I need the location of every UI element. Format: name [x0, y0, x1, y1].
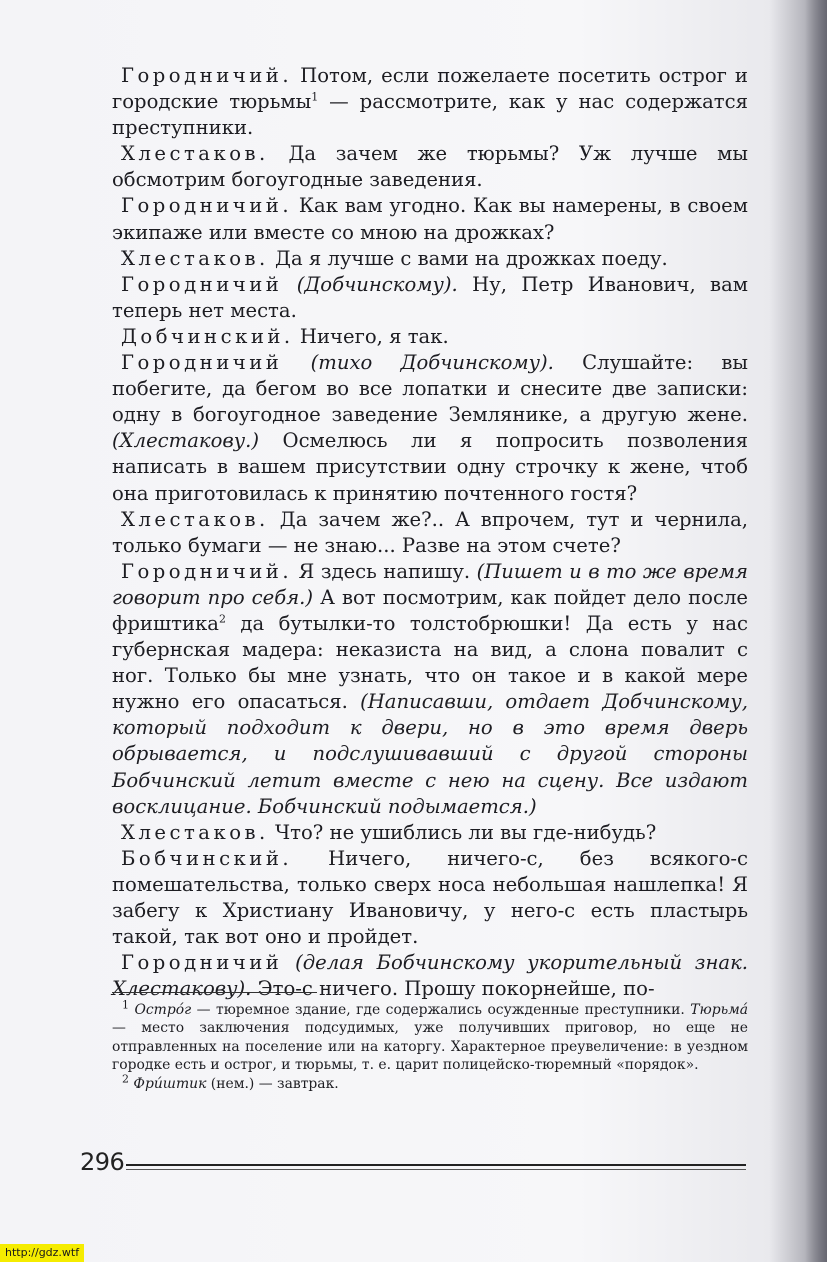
- line-text: Ну, Петр Иванович, вам теперь нет места.: [112, 272, 748, 322]
- line-text: Это-с ничего. Прошу покорнейше, по-: [251, 977, 655, 1001]
- dialogue-line: [112, 272, 748, 324]
- line-text: Потом, если пожелаете посетить острог и городские тюрьмы: [112, 64, 748, 114]
- dialogue-line: [112, 141, 748, 193]
- line-text: Ничего, я так.: [293, 324, 449, 348]
- dialogue-line: [112, 507, 748, 559]
- dialogue-line: [112, 820, 748, 846]
- line-text: Да зачем же тюрьмы? Уж лучше мы обсмотрим богоугодные заведения.: [112, 142, 748, 192]
- footnote-term: Острóг: [134, 1002, 192, 1018]
- speaker-name: Городничий.: [121, 559, 293, 583]
- watermark-link[interactable]: http://gdz.wtf: [0, 1244, 84, 1262]
- footnote: [112, 1072, 748, 1093]
- stage-direction: (Пишет и в то же время говорит про себя.): [112, 559, 748, 609]
- dialogue-line: [112, 63, 748, 141]
- dialogue-line: [112, 559, 748, 820]
- dialogue-line: [112, 246, 748, 272]
- footer-rule-thin: [126, 1169, 746, 1170]
- footer-rule: [126, 1164, 746, 1166]
- stage-direction: (Добчинскому).: [282, 272, 458, 296]
- line-text: Ничего, ничего-с, без всякого-с помешательства, только сверх носа небольшая нашлепка! Я забегу к Христиану Ивановичу, у него-с есть пластырь такой, так вот оно и пройдет.: [112, 846, 748, 949]
- speaker-name: Хлестаков.: [121, 820, 269, 844]
- dialogue-line: [112, 950, 748, 1002]
- line-text: да бутылки-то толстобрюшки! Да есть у нас губернская мадера: неказиста на вид, а слона повалит с ног. Только бы мне узнать, что он такое и в какой мере нужно его опасаться.: [112, 611, 748, 714]
- dialogue-line: [112, 324, 748, 350]
- speaker-name: Хлестаков.: [121, 507, 269, 531]
- speaker-name: Хлестаков.: [121, 142, 269, 166]
- book-spine-shadow: [805, 0, 827, 1262]
- speaker-name: Городничий.: [121, 64, 293, 87]
- line-text: Как вам угодно. Как вы намерены, в своем экипаже или вместе со мною на дрожках?: [112, 194, 748, 244]
- dialogue-line: [112, 193, 748, 245]
- line-text: Осмелюсь ли я попросить позволения написать в вашем присутствии одну строчку к жене, чтоб она приготовилась к принятию почтенного гостя?: [112, 429, 748, 505]
- footnote-ref[interactable]: 2: [218, 612, 226, 626]
- stage-direction: (делая Бобчинскому укорительный знак. Хлестакову).: [112, 951, 748, 1001]
- line-text: А вот посмотрим, как пойдет дело после фриштика: [112, 585, 748, 635]
- line-text: Да зачем же?.. А впрочем, тут и чернила, только бумаги — не знаю... Разве на этом счете?: [112, 507, 748, 557]
- line-text: Я здесь напишу.: [292, 559, 477, 583]
- line-text: Что? не ушиблись ли вы где-нибудь?: [268, 820, 657, 844]
- footnotes: [112, 998, 748, 1093]
- speaker-name: Добчинский.: [121, 324, 294, 348]
- speaker-name: Городничий.: [121, 194, 293, 218]
- footnote-mark: 1: [122, 998, 129, 1012]
- stage-direction: (тихо Добчинскому).: [282, 351, 554, 375]
- footnote-text: — тюремное здание, где содержались осужденные преступники.: [191, 1002, 691, 1018]
- speaker-name: Городничий: [121, 951, 283, 975]
- speaker-name: Городничий: [121, 351, 283, 375]
- dialogue-line: [112, 846, 748, 950]
- footnote-text: — место заключения подсудимых, уже получивших приговор, но еще не отправленных на поселение или на каторгу. Характерное преувеличение: в уездном городке есть и острог, и тюрьмы, т. е. царит полицейско-тюремный «порядок».: [112, 1020, 748, 1074]
- footnote-ref[interactable]: 1: [311, 90, 319, 104]
- speaker-name: Городничий: [121, 272, 283, 296]
- line-text: Да я лучше с вами на дрожках поеду.: [268, 246, 668, 270]
- line-text: Слушайте: вы побегите, да бегом во все лопатки и снесите две записки: одну в богоугодное заведение Землянике, а другую жене.: [112, 351, 749, 427]
- stage-direction: (Хлестакову.): [112, 429, 260, 453]
- line-text: — рассмотрите, как у нас содержатся преступники.: [112, 90, 748, 140]
- speaker-name: Бобчинский.: [121, 846, 293, 870]
- speaker-name: Хлестаков.: [121, 246, 269, 270]
- footnote-term: Тюрьмá: [690, 1002, 748, 1018]
- footnote-mark: 2: [122, 1072, 129, 1085]
- page-number: 296: [80, 1148, 125, 1176]
- footnote-term: Фрúштик: [133, 1075, 207, 1092]
- footnote-text: (нем.) — завтрак.: [206, 1075, 339, 1092]
- stage-direction: (Написавши, отдает Добчинскому, который подходит к двери, но в это время дверь обрывается, и подслушивавший с другой стороны Бобчинский летит вместе с нею на сцену. Все издают восклицание. Бобчинский подымается.): [112, 690, 749, 818]
- dialogue-line: [112, 350, 748, 507]
- footnote-divider: [112, 992, 317, 993]
- play-text: [112, 63, 748, 1002]
- footnote: [112, 998, 748, 1075]
